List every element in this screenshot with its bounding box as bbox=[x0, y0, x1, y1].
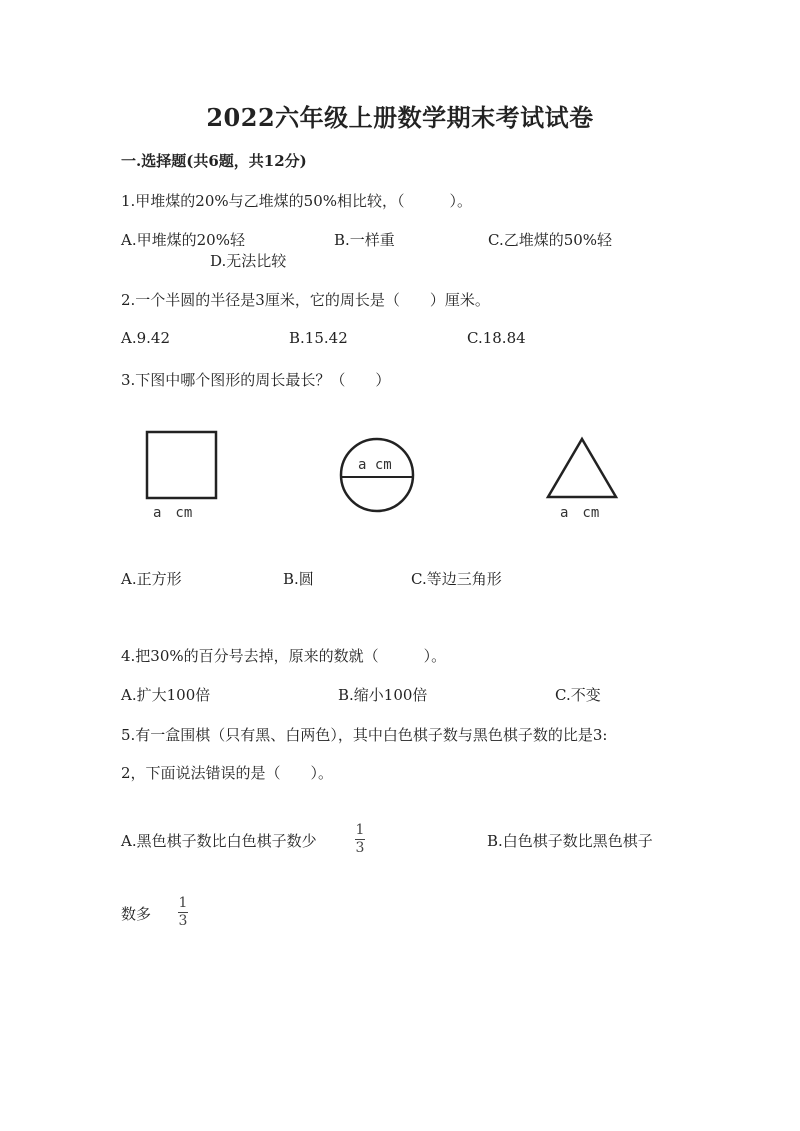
triangle-shape bbox=[548, 439, 616, 497]
question-1-option-c: C.乙堆煤的50%轻 bbox=[488, 231, 613, 249]
circle-shape bbox=[341, 439, 413, 511]
question-4-option-a: A.扩大100倍 bbox=[121, 686, 211, 704]
fraction-denominator: 3 bbox=[355, 840, 365, 856]
question-3-option-a: A.正方形 bbox=[121, 570, 182, 588]
question-3-option-c: C.等边三角形 bbox=[411, 570, 502, 588]
question-4-option-b: B.缩小100倍 bbox=[338, 686, 428, 704]
question-4-option-c: C.不变 bbox=[555, 686, 601, 704]
question-2-option-a: A.9.42 bbox=[121, 329, 170, 347]
triangle-label: a cm bbox=[560, 505, 600, 521]
question-5-option-b-line1: B.白色棋子数比黑色棋子 bbox=[487, 832, 653, 850]
question-4-text: 4.把30%的百分号去掉，原来的数就（ ）。 bbox=[121, 647, 447, 665]
circle-label: a cm bbox=[358, 457, 392, 473]
question-3-text: 3.下图中哪个图形的周长最长？（ ） bbox=[121, 371, 391, 389]
question-1-option-a: A.甲堆煤的20%轻 bbox=[121, 231, 245, 249]
question-5-option-b-fraction bbox=[178, 896, 188, 929]
square-shape bbox=[147, 432, 216, 498]
question-1-option-d: D.无法比较 bbox=[210, 252, 287, 270]
fraction-numerator: 1 bbox=[178, 895, 188, 911]
question-2-option-c: C.18.84 bbox=[467, 329, 526, 347]
question-2-option-b: B.15.42 bbox=[289, 329, 348, 347]
question-1-text: 1.甲堆煤的20%与乙堆煤的50%相比较，（ ）。 bbox=[121, 192, 472, 210]
question-1-option-b: B.一样重 bbox=[334, 231, 395, 249]
question-5-text-line2: 2，下面说法错误的是（ ）。 bbox=[121, 764, 334, 782]
square-label: a cm bbox=[153, 505, 193, 521]
question-3-option-b: B.圆 bbox=[283, 570, 314, 588]
page-title: 2022六年级上册数学期末考试试卷 bbox=[206, 103, 594, 132]
question-5-text-line1: 5.有一盒围棋（只有黑、白两色），其中白色棋子数与黑色棋子数的比是3: bbox=[121, 726, 608, 744]
question-5-option-a: A.黑色棋子数比白色棋子数少 bbox=[121, 832, 317, 850]
question-2-text: 2.一个半圆的半径是3厘米，它的周长是（ ）厘米。 bbox=[121, 291, 490, 309]
fraction-denominator: 3 bbox=[178, 913, 188, 929]
fraction-numerator: 1 bbox=[355, 822, 365, 838]
section-heading: 一.选择题(共6题，共12分) bbox=[121, 152, 307, 170]
question-5-option-a-fraction bbox=[355, 823, 365, 856]
question-5-option-b-line2: 数多 bbox=[121, 905, 152, 923]
